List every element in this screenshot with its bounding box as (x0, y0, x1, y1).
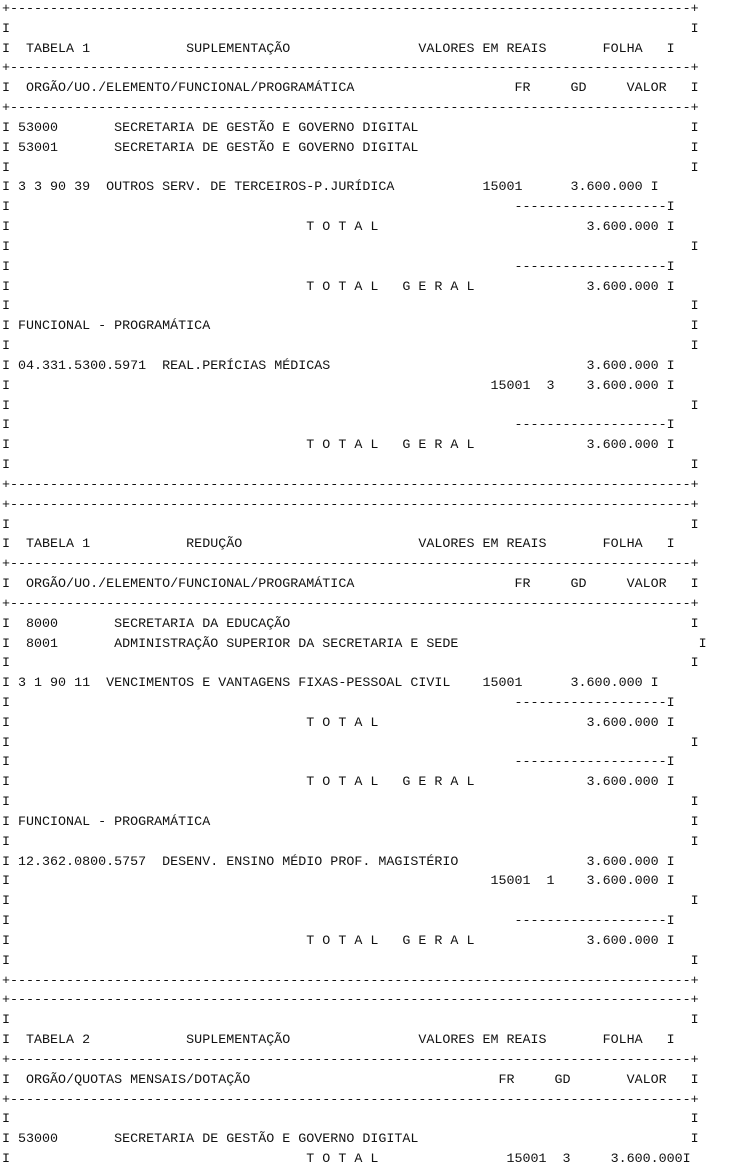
report-line: +-------------------------------------------------------------------------------------+ (2, 477, 699, 493)
report-line: I 53000 SECRETARIA DE GESTÃO E GOVERNO DIGITAL I (2, 1132, 699, 1148)
report-line: I -------------------I (2, 259, 675, 275)
report-line: I I (2, 160, 699, 176)
report-line: +-------------------------------------------------------------------------------------+ (2, 557, 699, 573)
report-line: +-------------------------------------------------------------------------------------+ (2, 1092, 699, 1108)
report-line: +-------------------------------------------------------------------------------------+ (2, 497, 699, 513)
report-line: I -------------------I (2, 755, 675, 771)
report-line: I 12.362.0800.5757 DESENV. ENSINO MÉDIO PROF. MAGISTÉRIO 3.600.000 I (2, 854, 675, 870)
report-line: I I (2, 339, 699, 355)
report-line: +-------------------------------------------------------------------------------------+ (2, 2, 699, 17)
report-line: I ORGÃO/UO./ELEMENTO/FUNCIONAL/PROGRAMÁTICA FR GD VALOR I (2, 81, 699, 97)
report-line: I T O T A L 3.600.000 I (2, 220, 675, 236)
report-line: I I (2, 656, 699, 672)
report-line: I T O T A L G E R A L 3.600.000 I (2, 438, 675, 454)
report-line: +-------------------------------------------------------------------------------------+ (2, 61, 699, 77)
report-line: I T O T A L G E R A L 3.600.000 I (2, 933, 675, 949)
report-line: I TABELA 2 SUPLEMENTAÇÃO VALORES EM REAIS FOLHA I (2, 1033, 675, 1049)
report-line: I I (2, 834, 699, 850)
report-line: I 15001 3 3.600.000 I (2, 378, 675, 394)
report-line: I 15001 1 3.600.000 I (2, 874, 675, 890)
report-line: I ORGÃO/QUOTAS MENSAIS/DOTAÇÃO FR GD VALOR I (2, 1072, 699, 1088)
report-line: I -------------------I (2, 418, 675, 434)
report-line: I 53000 SECRETARIA DE GESTÃO E GOVERNO DIGITAL I (2, 120, 699, 136)
report-line: I 8001 ADMINISTRAÇÃO SUPERIOR DA SECRETARIA E SEDE I (2, 636, 707, 652)
report-line: I I (2, 795, 699, 811)
report-line: I 3 3 90 39 OUTROS SERV. DE TERCEIROS-P.JURÍDICA 15001 3.600.000 I (2, 180, 659, 196)
report-line: +-------------------------------------------------------------------------------------+ (2, 993, 699, 1009)
report-line: I I (2, 1112, 699, 1128)
report-line: I I (2, 21, 699, 37)
report-line: I -------------------I (2, 695, 675, 711)
report-line: I I (2, 953, 699, 969)
report-line: I I (2, 894, 699, 910)
report-line: I TABELA 1 SUPLEMENTAÇÃO VALORES EM REAIS FOLHA I (2, 41, 675, 57)
report-line: I FUNCIONAL - PROGRAMÁTICA I (2, 814, 699, 830)
report-line: +-------------------------------------------------------------------------------------+ (2, 596, 699, 612)
report-line: I 8000 SECRETARIA DA EDUCAÇÃO I (2, 616, 699, 632)
report-line: I T O T A L 3.600.000 I (2, 715, 675, 731)
report-line: +-------------------------------------------------------------------------------------+ (2, 973, 699, 989)
report-line: +-------------------------------------------------------------------------------------+ (2, 1052, 699, 1068)
report-line: I ORGÃO/UO./ELEMENTO/FUNCIONAL/PROGRAMÁTICA FR GD VALOR I (2, 577, 699, 593)
report-line: I TABELA 1 REDUÇÃO VALORES EM REAIS FOLHA I (2, 537, 675, 553)
report-line: I -------------------I (2, 914, 675, 930)
report-line: I FUNCIONAL - PROGRAMÁTICA I (2, 319, 699, 335)
report-line: I T O T A L G E R A L 3.600.000 I (2, 279, 675, 295)
report-line: I 3 1 90 11 VENCIMENTOS E VANTAGENS FIXAS-PESSOAL CIVIL 15001 3.600.000 I (2, 676, 659, 692)
report-line: I I (2, 398, 699, 414)
report-line: I I (2, 735, 699, 751)
report-line: I I (2, 299, 699, 315)
report-line: I 04.331.5300.5971 REAL.PERÍCIAS MÉDICAS 3.600.000 I (2, 358, 675, 374)
report-line: I -------------------I (2, 200, 675, 216)
report-line: +-------------------------------------------------------------------------------------+ (2, 101, 699, 117)
report-line: I T O T A L 15001 3 3.600.000I (2, 1152, 691, 1168)
report-line: I 53001 SECRETARIA DE GESTÃO E GOVERNO DIGITAL I (2, 140, 699, 156)
report-line: I I (2, 517, 699, 533)
budget-report-printout (2, 0, 707, 1170)
report-line: I I (2, 239, 699, 255)
report-line: I I (2, 458, 699, 474)
report-line: I T O T A L G E R A L 3.600.000 I (2, 775, 675, 791)
report-line: I I (2, 1013, 699, 1029)
